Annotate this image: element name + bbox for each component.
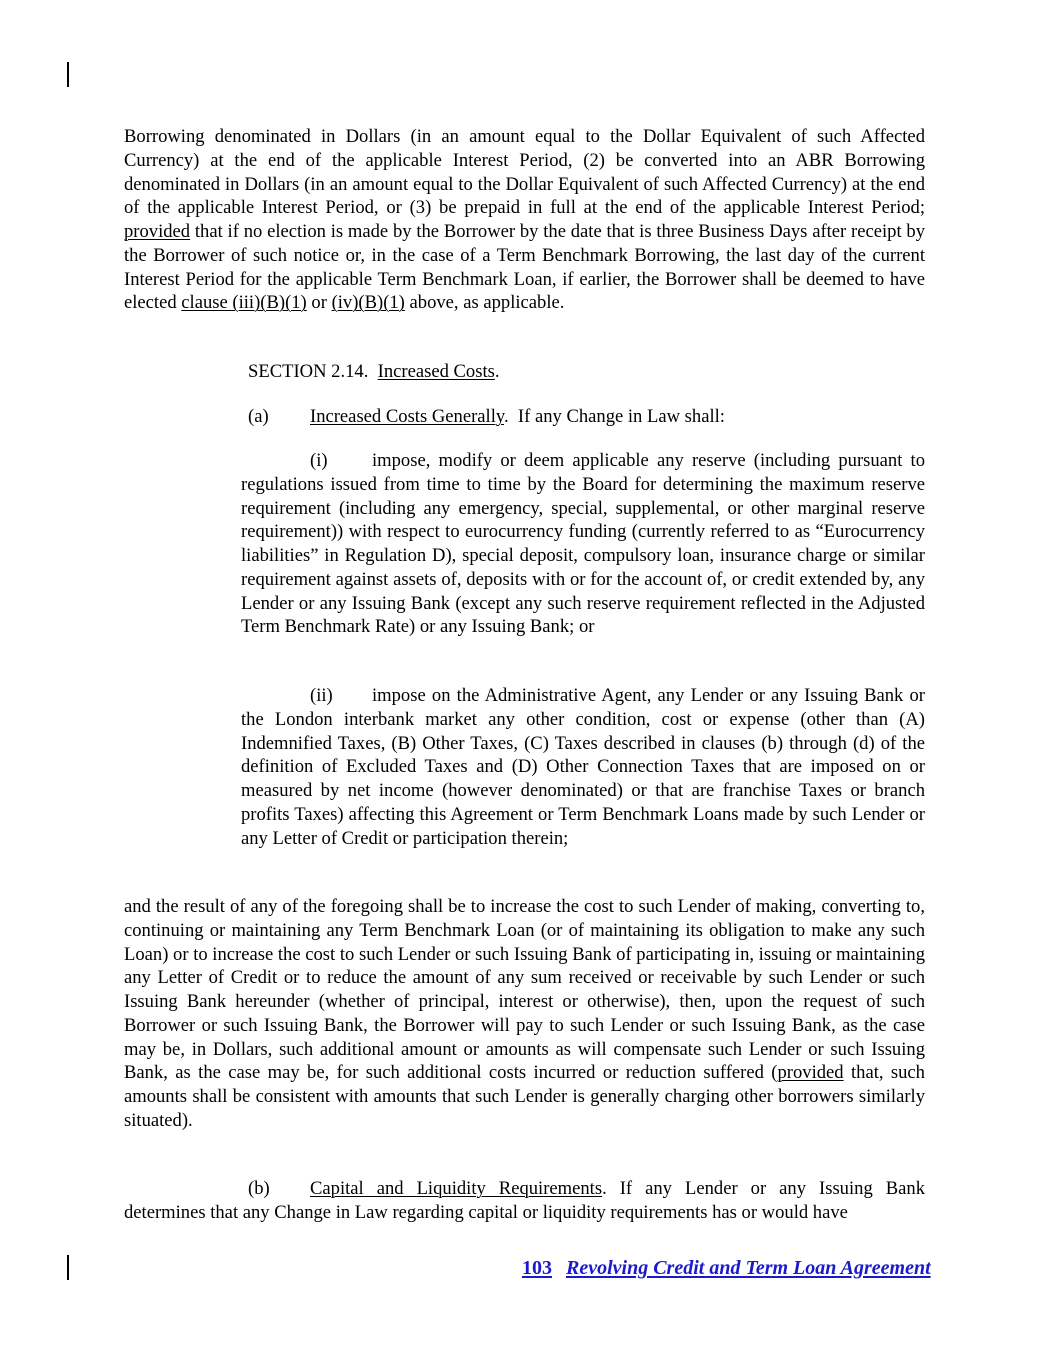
result-text-2: that, such amounts shall be consistent with amounts that such Lender is generally charging other borrowers similarly situated). xyxy=(124,1062,925,1131)
document-title-link[interactable]: Revolving Credit and Term Loan Agreement xyxy=(566,1257,931,1279)
subsection-a xyxy=(248,405,725,429)
continuation-paragraph xyxy=(124,125,925,315)
subsection-b-title: Capital and Liquidity Requirements xyxy=(310,1178,603,1199)
result-paragraph xyxy=(124,895,925,1133)
subsection-b xyxy=(124,1177,925,1225)
section-title: Increased Costs xyxy=(377,361,495,382)
clause-i-text: impose, modify or deem applicable any reserve (including pursuant to regulations issued from time to time by the Board for determining the maximum reserve requirement (including any emergency, special, supplemental, or other marginal reserve requirement)) with respect to eurocurrency funding (currently referred to as “Eurocurrency liabilities” in Regulation D), special deposit, compulsory loan, insurance charge or similar requirement against assets of, deposits with or for the account of, or credit extended by, any Lender or any Issuing Bank (except any such reserve requirement reflected in the Adjusted Term Benchmark Rate) or any Issuing Bank; or xyxy=(241,450,925,638)
clause-ii-label: (ii) xyxy=(310,685,333,706)
subsection-b-label: (b) xyxy=(248,1178,270,1199)
change-bar-bottom xyxy=(67,1255,69,1280)
subsection-a-title: Increased Costs Generally xyxy=(310,406,504,427)
section-number: SECTION 2.14. xyxy=(248,361,378,382)
subsection-a-text: . If any Change in Law shall: xyxy=(503,406,725,427)
or-text: or xyxy=(306,292,332,314)
continuation-ending: above, as applicable. xyxy=(404,292,565,314)
page-footer xyxy=(522,1255,931,1281)
provided-term: provided xyxy=(124,221,191,242)
clause-ii xyxy=(241,684,925,850)
continuation-text-2: that if no election is made by the Borrower by the date that is three Business Days after receipt by the Borrower of such notice or, in the case of a Term Benchmark Borrowing, the last day of the current Interest Period for the applicable Term Benchmark Loan, if earlier, the Borrower shall be deemed to have elected xyxy=(124,221,925,314)
clause-ii-text: impose on the Administrative Agent, any Lender or any Issuing Bank or the London interbank market any other condition, cost or expense (other than (A) Indemnified Taxes, (B) Other Taxes, (C) Taxes described in clauses (b) through (d) of the definition of Excluded Taxes and (D) Other Connection Taxes that are imposed on or measured by net income (however denominated) or that are franchise Taxes or branch profits Taxes) affecting this Agreement or Term Benchmark Loans made by such Lender or any Letter of Credit or participation therein; xyxy=(241,685,925,849)
subsection-a-label: (a) xyxy=(248,406,269,427)
clause-i-label: (i) xyxy=(310,450,328,471)
section-heading xyxy=(248,360,500,384)
clause-reference-iii: clause (iii)(B)(1) xyxy=(181,292,307,314)
clause-reference-iv: (iv)(B)(1) xyxy=(331,292,405,314)
change-bar-top xyxy=(67,62,69,87)
clause-i xyxy=(241,449,925,639)
continuation-text-1: Borrowing denominated in Dollars (in an amount equal to the Dollar Equivalent of such Affected Currency) at the end of the applicable Interest Period, (2) be converted into an ABR Borrowing denominated in Dollars (in an amount equal to the Dollar Equivalent of such Affected Currency) at the end of the applicable Interest Period, or (3) be prepaid in full at the end of the applicable Interest Period; xyxy=(124,126,925,219)
section-period: . xyxy=(494,361,500,382)
provided-term: provided xyxy=(777,1062,844,1084)
page-number-link[interactable]: 103 xyxy=(522,1257,552,1279)
result-text-1: and the result of any of the foregoing shall be to increase the cost to such Lender of making, converting to, continuing or maintaining any Term Benchmark Loan (or of maintaining its obligation to make any such Loan) or to increase the cost to such Lender or such Issuing Bank of participating in, issuing or maintaining any Letter of Credit or to reduce the amount of any sum received or receivable by such Lender or such Issuing Bank hereunder (whether of principal, interest or otherwise), then, upon the request of such Borrower or such Issuing Bank, the Borrower will pay to such Lender or such Issuing Bank, as the case may be, in Dollars, such additional amount or amounts as will compensate such Lender or such Issuing Bank, as the case may be, for such additional costs incurred or reduction suffered ( xyxy=(124,896,925,1084)
subsection-b-text: . If any Lender or any Issuing Bank determines that any Change in Law regarding capital or liquidity requirements has or would have xyxy=(124,1178,925,1223)
